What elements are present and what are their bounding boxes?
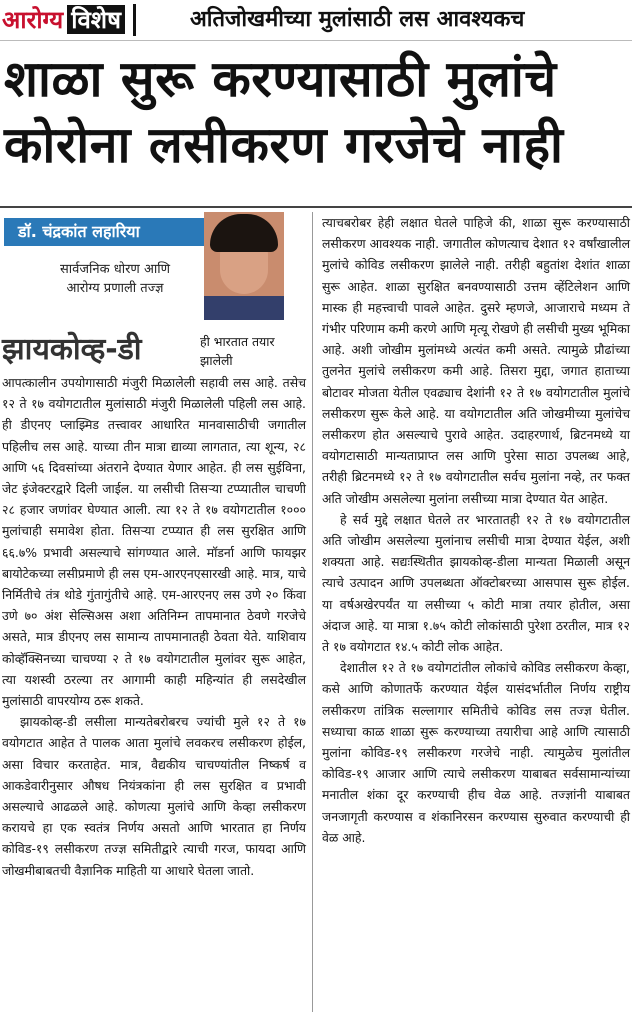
right-paragraph-3: देशातील १२ ते १७ वयोगटांतील लोकांचे कोविड लसीकरण केव्हा, कसे आणि कोणातर्फे करण्यात येईल यासंदर्भातील निर्णय राष्ट्रीय लसीकरण तांत्रिक सल्लागार समितीचे कोविड लस तज्ज्ञ घेतील. सध्याचा काळ शाळा सुरू करण्याच्या तयारीचा आहे आणि त्यासाठी मुलांना कोविड-१९ लसीकरण गरजेचे नाही. त्यामुळेच मुलांतील कोविड-१९ आजार आणि त्याचे लसीकरण याबाबत सर्वसामान्यांच्या मनातील शंका दूर करण्याची हीच वेळ आहे. तज्ज्ञांनी याबाबत जनजागृती करण्यास व शंकानिरसन करण्यास सुरुवात करण्याची ही वेळ आहे. bbox=[322, 660, 630, 845]
lede-text: ही भारतात तयार झालेली bbox=[200, 334, 275, 368]
column-divider bbox=[312, 212, 313, 1012]
section-badge-word-1: आरोग्य bbox=[2, 5, 64, 34]
kicker-line: अतिजोखमीच्या मुलांसाठी लस आवश्यकच bbox=[190, 7, 525, 32]
section-badge bbox=[0, 4, 136, 36]
section-badge-word-2: विशेष bbox=[67, 5, 125, 34]
left-paragraph-2: झायकोव्ह-डी लसीला मान्यतेबरोबरच ज्यांची मुले १२ ते १७ वयोगटात आहेत ते पालक आता मुलांचे लवकरच लसीकरण होईल, असा विचार करताहेत. मात्र, वैद्यकीय चाचण्यांतील निष्कर्ष व आकडेवारीनुसार औषध नियंत्रकांना ही लस सुरक्षित व प्रभावी असल्याचे आढळले आहे. कोणत्या मुलांचे आणि केव्हा लसीकरण करायचे हा एक स्वतंत्र निर्णय असतो आणि भारतात हा निर्णय कोविड-१९ लसीकरण तज्ज्ञ समितीद्वारे त्याची गरज, फायदा आणि जोखमीबाबतची वैज्ञानिक माहिती या आधारे घेतला जातो. bbox=[2, 714, 306, 878]
headline-line-2: कोरोना लसीकरण गरजेचे नाही bbox=[4, 116, 564, 174]
right-paragraph-2: हे सर्व मुद्दे लक्षात घेतले तर भारतातही १२ ते १७ वयोगटातील अति जोखीम असलेल्या मुलांनाच लसीची मात्रा देण्यात येईल, अशी शक्यता आहे. सद्यःस्थितीत झायकोव्ह-डीला मान्यता मिळाली असून त्याचे उत्पादन आणि उपलब्धता ऑक्टोबरच्या आसपास सुरू होईल. या वर्षअखेरपर्यंत या लसीच्या ५ कोटी मात्रा तयार होतील, असा अंदाज आहे. या मात्रा १.७५ कोटी लोकांसाठी पुरेशा ठरतील, मात्र १२ ते १७ वयोगटात १४.५ कोटी लोक आहेत. bbox=[322, 511, 630, 655]
article-left-column bbox=[2, 372, 306, 881]
author-title bbox=[20, 260, 210, 298]
author-title-line-1: सार्वजनिक धोरण आणि bbox=[60, 262, 170, 277]
author-photo bbox=[204, 212, 284, 320]
photo-shirt bbox=[204, 296, 284, 320]
author-name: डॉ. चंद्रकांत लहारिया bbox=[4, 218, 218, 246]
section-header bbox=[0, 0, 632, 41]
left-paragraph-1: आपत्कालीन उपयोगासाठी मंजुरी मिळालेली सहावी लस आहे. तसेच १२ ते १७ वयोगटातील मुलांसाठी मंजुरी मिळालेली पहिली लस आहे. ही डीएनए प्लाझ्मिड तत्त्वावर आधारित मानवासाठीची जगातील पहिलीच लस आहे. याच्या तीन मात्रा द्याव्या लागतात, त्या शून्य, २८ आणि ५६ दिवसांच्या अंतराने देण्यात येणार आहेत. ही लस सुईविना, जेट इंजेक्टरद्वारे दिली जाईल. या लसीची तिसऱ्या टप्प्यातील चाचणी २८ हजार जणांवर घेण्यात आली. त्या १२ ते १७ वयोगटातील १००० मुलांचाही समावेश होता. तिसऱ्या टप्प्यात ही लस सुरक्षित आणि ६६.७% प्रभावी असल्याचे सांगण्यात आले. मॉडर्ना आणि फायझर बायोटेकच्या लसीप्रमाणे ही लस एम-आरएनएसारखी आहे. मात्र, याचे निर्मितीचे तंत्र थोडे गुंतागुंतीचे आहे. एम-आरएनए लस उणे २० किंवा उणे ७० अंश सेल्सिअस अशा अतिनिम्न तापमानात ठेवणे गरजेचे असते, मात्र डीएनए लस सामान्य तापमानातही ठेवता येते. याशिवाय कोव्हॅक्सिनच्या चाचण्या २ ते १७ वयोगटातील मुलांवर सुरू आहेत, त्या यशस्वी ठरल्या तर आगामी काही महिन्यांत ही लसदेखील मुलांसाठी वापरयोग्य ठरू शकते. bbox=[2, 375, 306, 709]
right-paragraph-1: त्याचबरोबर हेही लक्षात घेतले पाहिजे की, शाळा सुरू करण्यासाठी लसीकरण आवश्यक नाही. जगातील कोणत्याच देशात १२ वर्षांखालील मुलांचे कोविड लसीकरण झालेले नाही. तरीही बहुतांश देशांत शाळा सुरू आहेत. शाळा सुरक्षित बनवण्यासाठी उत्तम व्हेंटिलेशन आणि मास्क ही महत्त्वाची पावले आहेत. दुसरे म्हणजे, आजाराचे मध्यम ते गंभीर परिणाम कमी करणे आणि मृत्यू रोखणे ही लसीची मुख्य भूमिका आहे. अशी जोखीम मुलांमध्ये अत्यंत कमी असते. त्यामुळे प्रौढांच्या तुलनेत मुलांचे लसीकरण कमी आहे. तिसरा मुद्दा, जगात हाताच्या बोटावर मोजता येतील एवढ्याच देशांनी १२ ते १७ वयोगटातील मुलांचे लसीकरण सुरू केले आहे. या वयोगटातील अति जोखमीच्या मुलांचेच लसीकरण होत असल्याचे पुरावे आहेत. उदाहरणार्थ, ब्रिटनमध्ये या वयोगटासाठी मान्यताप्राप्त लस आणि पुरेसा साठा उपलब्ध आहे, तरीही ब्रिटनमध्ये १२ ते १७ वयोगटातील सर्वच मुलांना नव्हे, तर फक्त अति जोखीम असलेल्या मुलांना लसीच्या मात्रा देण्यात येत आहेत. bbox=[322, 215, 630, 506]
dropcap-word: झायकोव्ह-डी bbox=[2, 332, 142, 367]
headline-line-1: शाळा सुरू करण्यासाठी मुलांचे bbox=[4, 50, 557, 108]
article-right-column bbox=[322, 212, 630, 848]
headline bbox=[4, 46, 628, 178]
author-title-line-2: आरोग्य प्रणाली तज्ज्ञ bbox=[66, 281, 164, 296]
headline-rule bbox=[0, 206, 632, 208]
photo-hair bbox=[210, 214, 278, 252]
